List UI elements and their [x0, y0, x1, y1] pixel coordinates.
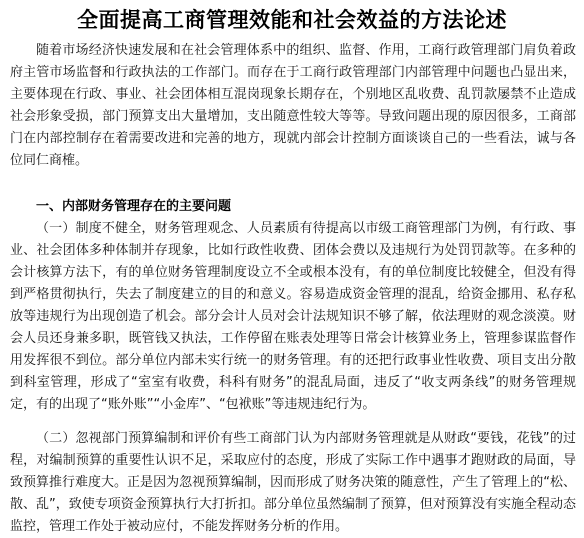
document-title: 全面提高工商管理效能和社会效益的方法论述: [77, 7, 507, 32]
body-paragraph-1: （一）制度不健全，财务管理观念、人员素质有待提高以市级工商管理部门为例，有行政、事业、社会团体多种体制并存现象，比如行政性收费、团体会费以及违规行为处罚罚款等。在多种的会计核算方法下，有的单位财务管理制度设立不全或根本没有，有的单位制度比较健全，但没有得到严格贯彻执行，失去了制度建立的目的和意义。容易造成资金管理的混乱，给资金挪用、私存私放等违规行为出现创造了机会。部分会计人员对会计法规知识不够了解，依法理财的观念淡漠。财会人员还身兼多职，既管钱又执法，工作停留在账表处理等日常会计核算业务上，管理参谋监督作用发挥很不到位。部分单位内部未实行统一的财务管理。有的还把行政事业性收费、项目支出分散到科室管理，形成了“室室有收费，科科有财务”的混乱局面，违反了“收支两条线”的财务管理规定，有的出现了“账外账”“小金库”、“包袱账”等违规违纪行为。: [10, 221, 576, 412]
body-paragraph-2: （二）忽视部门预算编制和评价有些工商部门认为内部财务管理就是从财政“要钱，花钱”的过程，对编制预算的重要性认识不足，采取应付的态度，形成了实际工作中遇事才跑财政的局面，导致预算推行难度大。正是因为忽视预算编制，因而形成了财务决策的随意性，产生了管理上的“松、散、乱”，致使专项资金预算执行大打折扣。部分单位虽然编制了预算，但对预算没有实施全程动态监控，管理工作处于被动应付，不能发挥财务分析的作用。: [10, 431, 576, 534]
intro-paragraph: 随着市场经济快速发展和在社会管理体系中的组织、监督、作用，工商行政管理部门肩负着政府主管市场监督和行政执法的工作部门。而存在于工商行政管理部门内部管理中问题也凸显出来，主要体现在行政、事业、社会团体相互混岗现象长期存在，个别地区乱收费、乱罚款屡禁不止造成社会形象受损，部门预算支出大量增加，支出随意性较大等等。导致问题出现的原因很多，工商部门在内部控制存在着需要改进和完善的地方，现就内部会计控制方面谈谈自己的一些看法，诚与各位同仁商榷。: [10, 43, 576, 168]
section-heading: 一、内部财务管理存在的主要问题: [36, 199, 232, 214]
